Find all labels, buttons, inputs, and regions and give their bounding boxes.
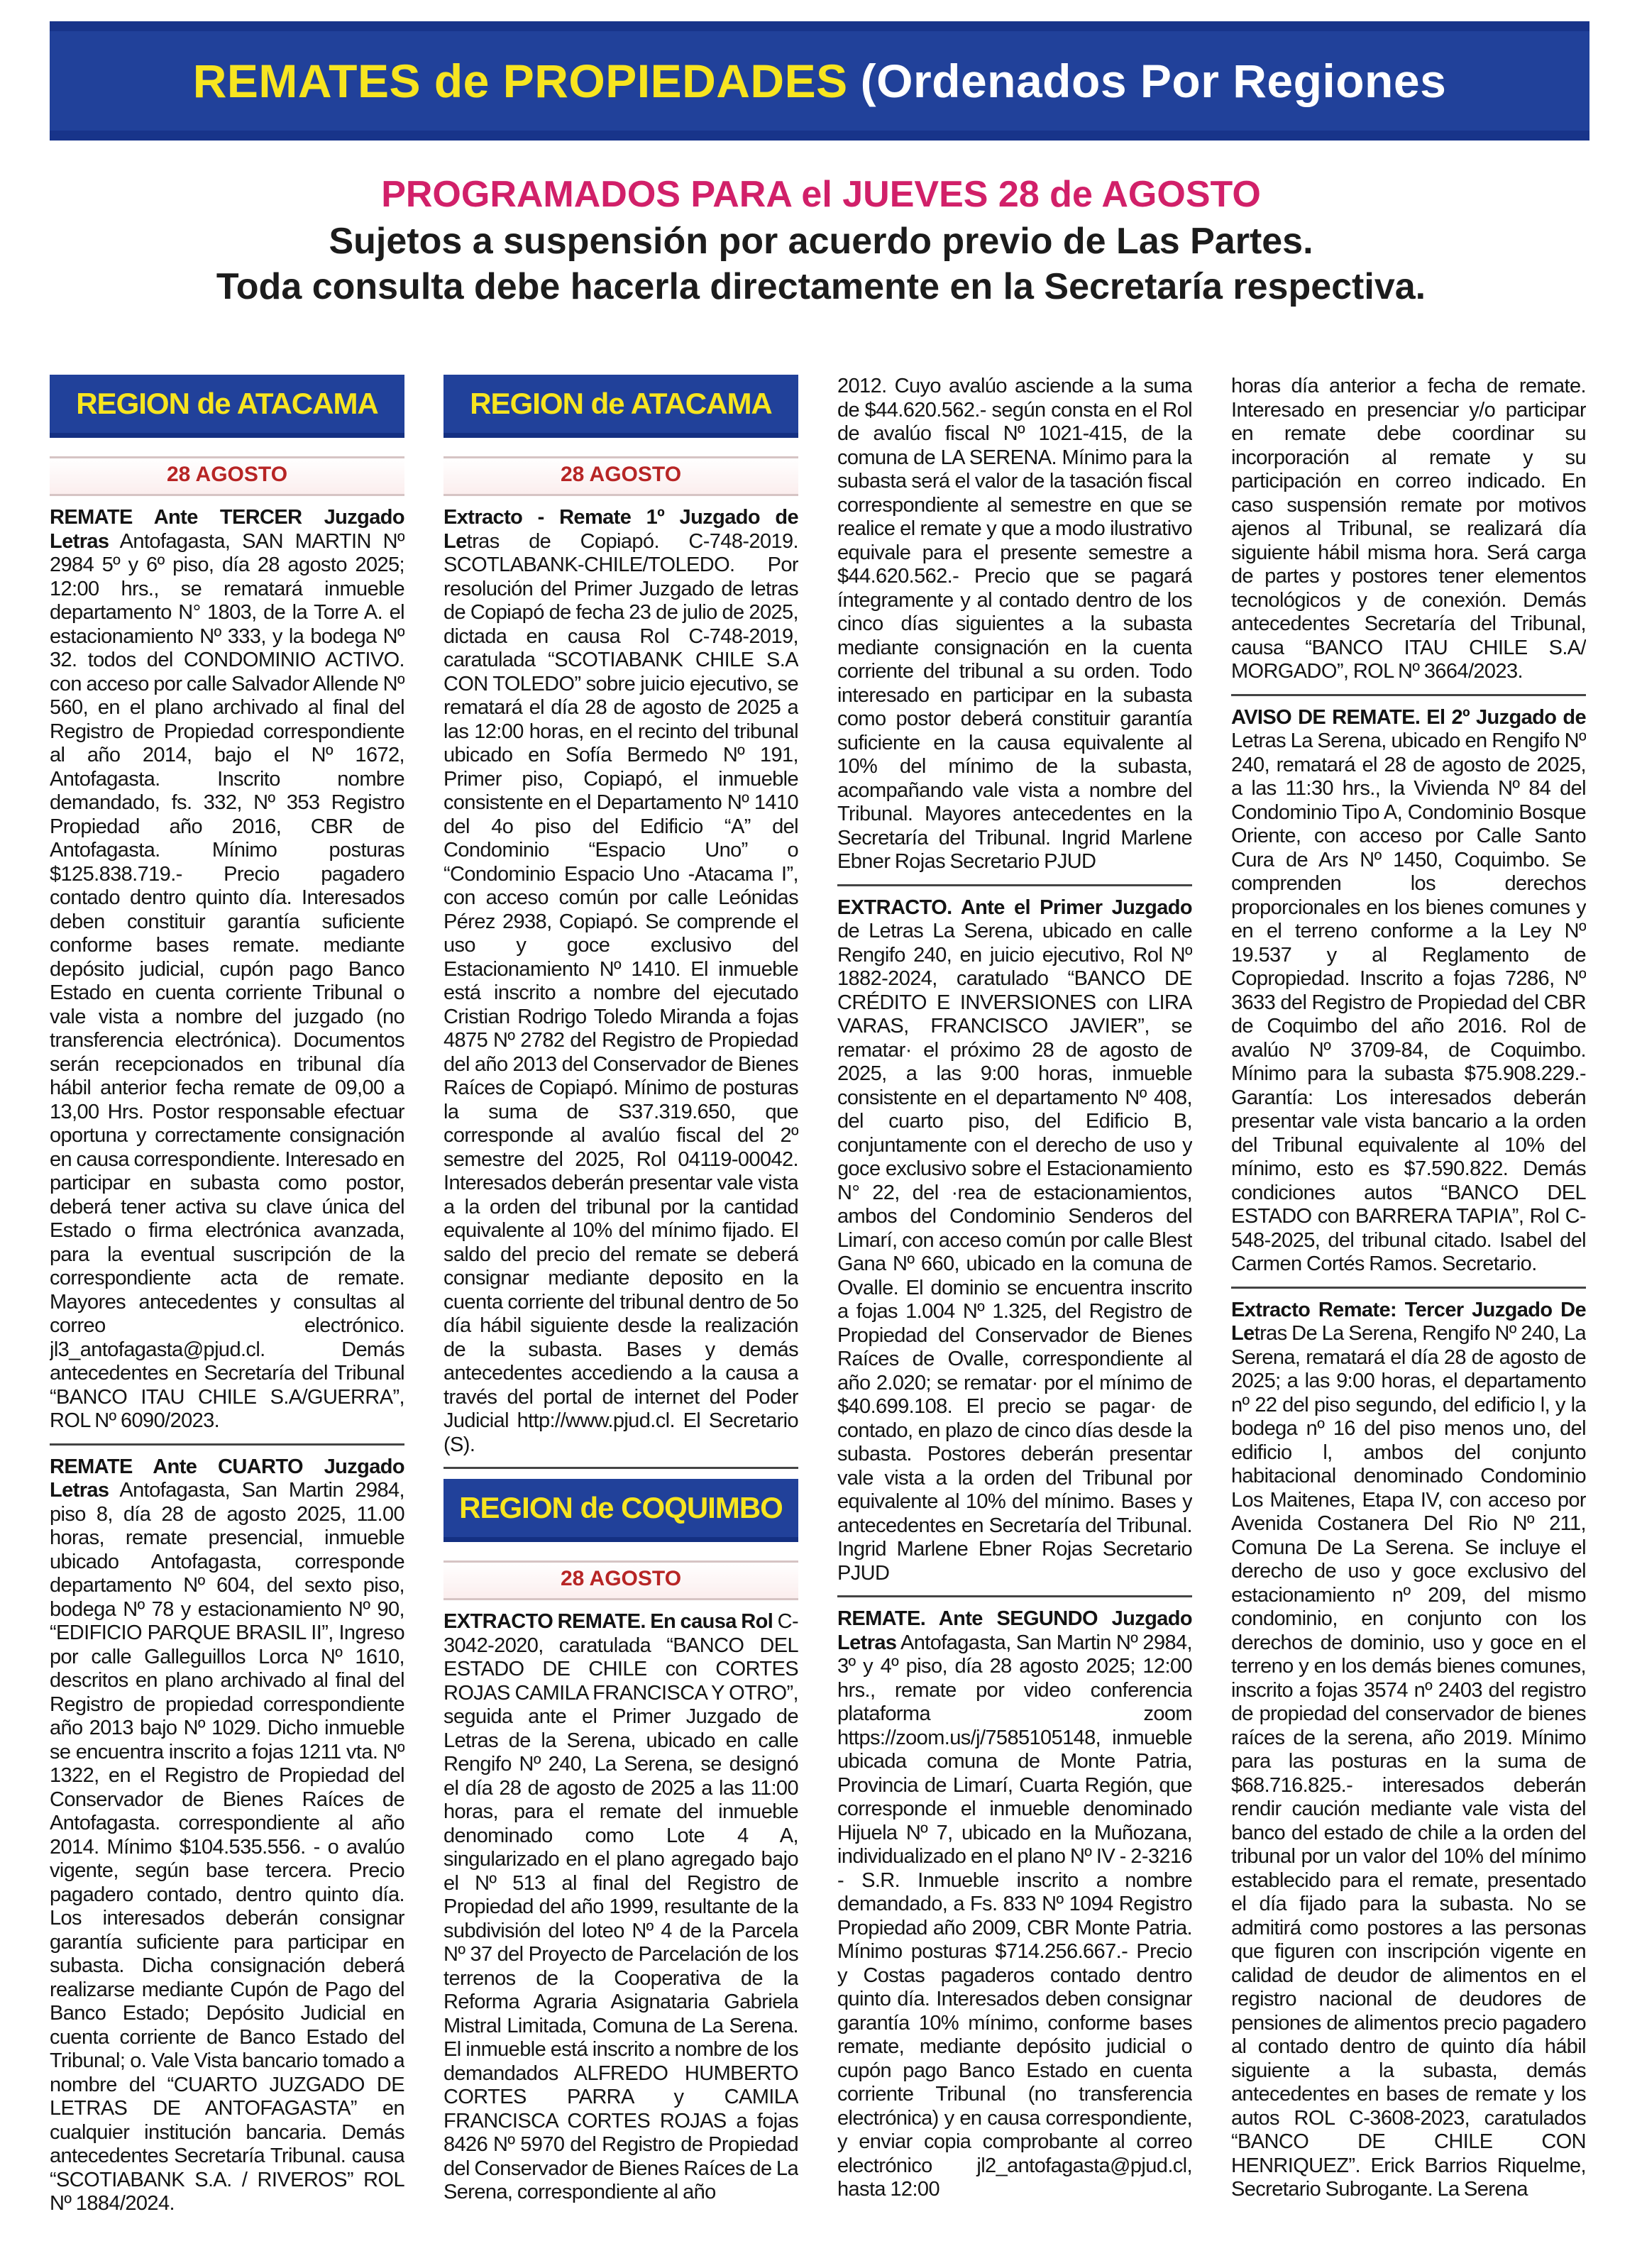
notice-body: Antofagasta, SAN MARTIN Nº 2984 5º y 6º piso, día 28 agosto 2025; 12:00 hrs., se rematará inmueble departamento N° 1803, de la Torre A. el estacionamiento Nº 333, y la bodega Nº 32. todos del CONDOMINIO ACTIVO. con acceso por calle Salvador Allende Nº 560, en el plano archivado al final del Registro de Propiedad correspondiente al año 2014, bajo el Nº 1672, Antofagasta. Inscrito nombre demandado, fs. 332, Nº 353 Registro Propiedad año 2016, CBR de Antofagasta. Mínimo posturas $125.838.719.- Precio pagadero contado dentro quinto día. Interesados deben constituir garantía suficiente conforme bases remate. mediante depósito judicial, cupón pago Banco Estado en cuenta corriente Tribunal o vale vista a nombre del juzgado (no transferencia electrónica). Documentos serán recepcionados en tribunal día hábil anterior fecha remate de 09,00 a 13,00 Hrs. Postor responsable efectuar oportuna y correctamente consignación en causa correspondiente. Interesado en participar en subasta como postor, deberá tener activa su clave única del Estado o firma electrónica avanzada, para la eventual suscripción de la correspondiente acta de remate. Mayores antecedentes y consultas al correo electrónico. jl3_antofagasta@pjud.cl. Demás antecedentes en Secretaría del Tribunal “BANCO ITAU CHILE S.A/GUERRA”, ROL Nº 6090/2023. — [50, 529, 404, 1432]
suspension-notice: Sujetos a suspensión por acuerdo previo de Las Partes. — [329, 221, 1313, 262]
notice-lead: REMATE. Ante SEGUNDO Juzgado Letras — [837, 1607, 1192, 1654]
notice-body: horas día anterior a fecha de remate. Interesado en presenciar y/o participar en remate debe coordinar su incorporación al remate y su participación en correo indicado. En caso suspensión remate por motivos ajenos al Tribunal, se realizará día siguiente hábil misma hora. Será carga de partes y postores tener elementos tecnológicos y de conexión. Demás antecedentes Secretaría del Tribunal, causa “BANCO ITAU CHILE S.A/ MORGADO”, ROL Nº 3664/2023. — [1231, 375, 1586, 683]
auction-notice — [443, 1610, 798, 2205]
divider — [443, 1467, 798, 1469]
date-bar: 28 AGOSTO — [443, 456, 798, 496]
notice-lead: AVISO DE REMATE. El 2º Juzgado de — [1231, 705, 1586, 729]
auction-notice-continued — [1231, 375, 1586, 684]
column-4 — [1231, 375, 1586, 2248]
page-title-suffix: (Ordenados Por Regiones — [860, 55, 1447, 107]
divider — [837, 1595, 1192, 1597]
date-bar: 28 AGOSTO — [443, 1560, 798, 1600]
column-2 — [443, 375, 798, 2248]
divider — [1231, 694, 1586, 696]
auction-notice — [50, 1455, 404, 2216]
notice-body: tras de Copiapó. C-748-2019. SCOTLABANK-CHILE/TOLEDO. Por resolución del Primer Juzgado de letras de Copiapó de fecha 23 de julio de 2025, dictada en causa Rol C-748-2019, caratulada “SCOTIABANK CHILE S.A CON TOLEDO” sobre juicio ejecutivo, se rematará el día 28 de agosto de 2025 a las 12:00 horas, en el recinto del tribunal ubicado en Sofía Bermedo Nº 191, Primer piso, Copiapó, el inmueble consistente en el Departamento Nº 1410 del 4o piso del Edificio “A” del Condominio “Espacio Uno” o “Condominio Espacio Uno -Atacama I”, con acceso común por calle Leónidas Pérez 2938, Copiapó. Se comprende el uso y goce exclusivo del Estacionamiento Nº 1410. El inmueble está inscrito a nombre del ejecutado Cristian Rodrigo Toledo Miranda a fojas 4875 Nº 2782 del Registro de Propiedad del año 2013 del Conservador de Bienes Raíces de Copiapó. Mínimo de posturas la suma de S37.319.650, que corresponde al avalúo fiscal del 2º semestre del 2025, Rol 04119-00042. Interesados deberán presentar vale vista a la orden del tribunal por la cantidad equivalente al 10% del mínimo fijado. El saldo del precio del remate se deberá consignar mediante deposito en la cuenta corriente del tribunal dentro de 5o día hábil siguiente desde la realización de la subasta. Bases y demás antecedentes accediendo a la causa a través del portal de internet del Poder Judicial http://www.pjud.cl. El Secretario (S). — [443, 529, 798, 1456]
auction-notice — [837, 896, 1192, 1586]
notice-lead: REMATE Ante CUARTO Juzgado Letras — [50, 1455, 404, 1502]
inquiry-notice: Toda consulta debe hacerla directamente en la Secretaría respectiva. — [216, 266, 1426, 307]
column-3 — [837, 375, 1192, 2248]
auction-notice — [1231, 706, 1586, 1277]
auction-notice-continued — [837, 375, 1192, 874]
notice-lead: EXTRACTO. Ante el Primer Juzgado — [837, 896, 1192, 919]
auction-notice — [443, 506, 798, 1457]
auction-notice — [50, 506, 404, 1433]
column-1 — [50, 375, 404, 2248]
notice-body: Antofagasta, San Martin 2984, piso 8, día 28 de agosto 2025, 11.00 horas, remate presencial, inmueble ubicado Antofagasta, corresponde departamento Nº 604, del sexto piso, bodega Nº 78 y estacionamiento Nº 90, “EDIFICIO PARQUE BRASIL II”, Ingreso por calle Galleguillos Lorca Nº 1610, descritos en plano archivado al final del Registro de propiedad correspondiente año 2013 bajo Nº 1029. Dicho inmueble se encuentra inscrito a fojas 1211 vta. Nº 1322, en el Registro de Propiedad del Conservador de Bienes Raíces de Antofagasta. correspondiente al año 2014. Mínimo $104.535.556. - o avalúo vigente, según base tercera. Precio pagadero contado, dentro quinto día. Los interesados deberán consignar garantía suficiente para participar en subasta. Dicha consignación deberá realizarse mediante Cupón de Pago del Banco Estado; Depósito Judicial en cuenta corriente de Banco Estado del Tribunal; o. Vale Vista bancario tomado a nombre del “CUARTO JUZGADO DE LETRAS DE ANTOFAGASTA” en cualquier institución bancaria. Demás antecedentes Secretaría Tribunal. causa “SCOTIABANK S.A. / RIVEROS” ROL Nº 1884/2024. — [50, 1479, 404, 2215]
region-header: REGION de ATACAMA — [50, 375, 404, 438]
schedule-headline: PROGRAMADOS PARA el JUEVES 28 de AGOSTO — [381, 174, 1261, 215]
header-banner — [50, 21, 1589, 141]
notice-lead: Extracto Remate: Tercer Juzgado De Le — [1231, 1298, 1586, 1345]
auction-notice — [1231, 1299, 1586, 2202]
auction-notice — [837, 1607, 1192, 2202]
notice-body: Letras La Serena, ubicado en Rengifo Nº 240, rematará el 28 de agosto de 2025, a las 11:30 hrs., la Vivienda Nº 84 del Condominio Tipo A, Condominio Bosque Oriente, con acceso por Calle Santo Cura de Ars Nº 1450, Coquimbo. Se comprenden los derechos proporcionales en los bienes comunes y en el terreno conforme a la Ley Nº 19.537 y al Reglamento de Copropiedad. Inscrito a fojas 7286, Nº 3633 del Registro de Propiedad del CBR de Coquimbo del año 2016. Rol de avalúo Nº 3709-84, de Coquimbo. Mínimo para la subasta $75.908.229.- Garantía: Los interesados deberán presentar vale vista bancario a la orden del Tribunal equivalente al 10% del mínimo, esto es $7.590.822. Demás condiciones autos “BANCO DEL ESTADO con BARRERA TAPIA”, Rol C-548-2025, del tribunal citado. Isabel del Carmen Cortés Ramos. Secretario. — [1231, 730, 1586, 1275]
notice-lead: Extracto - Remate 1º Juzgado de Le — [443, 506, 798, 553]
notice-lead: EXTRACTO REMATE. En causa Rol — [443, 1610, 773, 1633]
notice-body: C-3042-2020, caratulada “BANCO DEL ESTADO DE CHILE con CORTES ROJAS CAMILA FRANCISCA Y OTRO”, seguida ante el Primer Juzgado de Letras de la Serena, ubicado en calle Rengifo Nº 240, La Serena, se designó el día 28 de agosto de 2025 a las 11:00 horas, para el remate del inmueble denominado como Lote 4 A, singularizado en el plano agregado bajo el Nº 513 al final del Registro de Propiedad del año 1999, resultante de la subdivisión del loteo Nº 4 de la Parcela Nº 37 del Proyecto de Parcelación de los terrenos de la Cooperativa de la Reforma Agraria Asignataria Gabriela Mistral Limitada, Comuna de La Serena. El inmueble está inscrito a nombre de los demandados ALFREDO HUMBERTO CORTES PARRA y CAMILA FRANCISCA CORTES ROJAS a fojas 8426 Nº 5970 del Registro de Propiedad del Conservador de Bienes Raíces de La Serena, correspondiente al año — [443, 1610, 798, 2203]
date-bar: 28 AGOSTO — [50, 456, 404, 496]
divider — [1231, 1287, 1586, 1289]
notice-lead: REMATE Ante TERCER Juzgado Letras — [50, 506, 404, 553]
page-title: REMATES de PROPIEDADES — [192, 55, 848, 107]
notice-body: 2012. Cuyo avalúo asciende a la suma de $44.620.562.- según consta en el Rol de avalúo fiscal Nº 1021-415, de la comuna de LA SERENA. Mínimo para la subasta será el valor de la tasación fiscal correspondiente al semestre en que se realice el remate y que a modo ilustrativo equivale para el presente semestre a $44.620.562.- Precio que se pagará íntegramente y al contado dentro de los cinco días siguientes a la subasta mediante consignación en la cuenta corriente del tribunal a su orden. Todo interesado en participar en la subasta como postor deberá constituir garantía suficiente en la causa equivalente al 10% del mínimo de la subasta, acompañando vale vista a nombre del Tribunal. Mayores antecedentes en la Secretaría del Tribunal. Ingrid Marlene Ebner Rojas Secretario PJUD — [837, 375, 1192, 873]
region-header: REGION de ATACAMA — [443, 375, 798, 438]
notice-body: de Letras La Serena, ubicado en calle Rengifo 240, en juicio ejecutivo, Rol Nº 1882-2024, caratulado “BANCO DE CRÉDITO E INVERSIONES con LIRA VARAS, FRANCISCO JAVIER”, se rematar· el próximo 28 de agosto de 2025, a las 9:00 horas, inmueble consistente en el departamento Nº 408, del cuarto piso, del Edificio B, conjuntamente con el derecho de uso y goce exclusivo sobre el Estacionamiento N° 22, del ·rea de estacionamientos, ambos del Condominio Senderos del Limarí, con acceso común por calle Blest Gana Nº 660, ubicado en la comuna de Ovalle. El dominio se encuentra inscrito a fojas 1.004 Nº 1.325, del Registro de Propiedad del Conservador de Bienes Raíces de Ovalle, correspondiente al año 2.020; se rematar· por el mínimo de $40.699.108. El precio se pagar· de contado, en plazo de cinco días desde la subasta. Postores deberán presentar vale vista a la orden del Tribunal por equivalente al 10% del mínimo. Bases y antecedentes en Secretaría del Tribunal. Ingrid Marlene Ebner Rojas Secretario PJUD — [837, 920, 1192, 1585]
divider — [50, 1443, 404, 1446]
region-header: REGION de COQUIMBO — [443, 1479, 798, 1542]
divider — [837, 884, 1192, 886]
notice-body: tras De La Serena, Rengifo Nº 240, La Serena, rematará el día 28 de agosto de 2025; a las 9:00 horas, el departamento nº 22 del piso segundo, del edificio l, y la bodega nº 16 del piso menos uno, del edificio l, ambos del conjunto habitacional denominado Condominio Los Maitenes, Etapa IV, con acceso por Avenida Costanera Del Rio Nº 211, Comuna De La Serena. Se incluye el derecho de uso y goce exclusivo del estacionamiento nº 209, del mismo condominio, en conjunto con los derechos de dominio, uso y goce en el terreno y en los demás bienes comunes, inscrito a fojas 3574 nº 2403 del registro de propiedad del conservador de bienes raíces de la serena, año 2019. Mínimo para las posturas en la suma de $68.716.825.- interesados deberán rendir caución mediante vale vista del banco del estado de chile a la orden del tribunal por un valor del 10% del mínimo establecido para el remate, presentado el día fijado para la subasta. No se admitirá como postores a las personas que figuren con inscripción vigente en calidad de deudor de alimentos en el registro nacional de deudores de pensiones de alimentos precio pagadero al contado dentro de quinto día hábil siguiente a la subasta, demás antecedentes en bases de remate y los autos ROL C-3608-2023, caratulados “BANCO DE CHILE CON HENRIQUEZ”. Erick Barrios Riquelme, Secretario Subrogante. La Serena — [1231, 1322, 1586, 2201]
notice-body: Antofagasta, San Martin Nº 2984, 3º y 4º piso, día 28 agosto 2025; 12:00 hrs., remate por video conferencia plataforma zoom https://zoom.us/j/7585105148, inmueble ubicada comuna de Monte Patria, Provincia de Limarí, Cuarta Región, que corresponde el inmueble denominado Hijuela Nº 7, ubicado en la Muñozana, individualizado en el plano Nº IV - 2-3216 - S.R. Inmueble inscrito a nombre demandado, a Fs. 833 Nº 1094 Registro Propiedad año 2009, CBR Monte Patria. Mínimo posturas $714.256.667.- Precio y Costas pagaderos contado dentro quinto día. Interesados deben consignar garantía 10% mínimo, conforme bases remate, mediante depósito judicial o cupón pago Banco Estado en cuenta corriente Tribunal (no transferencia electrónica) y en causa correspondiente, y enviar copia comprobante al correo electrónico jl2_antofagasta@pjud.cl, hasta 12:00 — [837, 1631, 1192, 2201]
